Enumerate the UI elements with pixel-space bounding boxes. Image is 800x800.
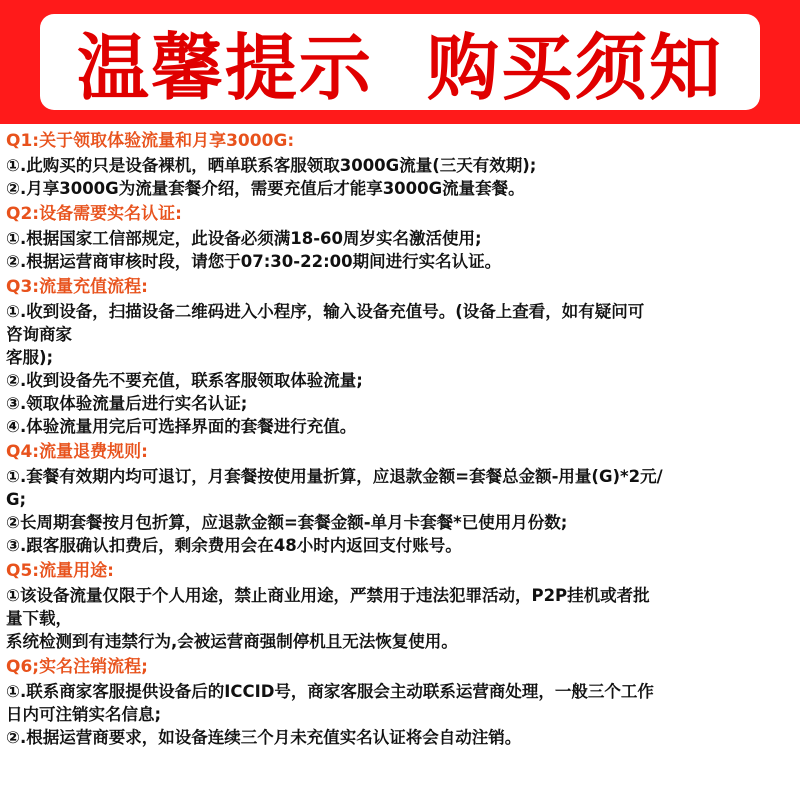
banner-title: 温馨提示 购买须知 — [76, 26, 724, 110]
section-title: Q2:设备需要实名认证: — [6, 204, 182, 224]
section-line: G; — [6, 490, 27, 509]
section-line: ①该设备流量仅限于个人用途，禁止商业用途，严禁用于违法犯罪活动，P2P挂机或者批 — [6, 586, 650, 605]
section-line: 日内可注销实名信息; — [6, 705, 162, 724]
section-line: ②.月享3000G为流量套餐介绍，需要充值后才能享3000G流量套餐。 — [6, 179, 525, 198]
section-line: 咨询商家 — [6, 325, 72, 344]
section-line: ②长周期套餐按月包折算，应退款金额=套餐金额-单月卡套餐*已使用月份数; — [6, 513, 568, 532]
section-line: 系统检测到有违禁行为,会被运营商强制停机且无法恢复使用。 — [6, 632, 458, 651]
faq-content — [6, 130, 794, 752]
section-line: ③.跟客服确认扣费后，剩余费用会在48小时内返回支付账号。 — [6, 536, 462, 555]
section-title: Q4:流量退费规则: — [6, 442, 148, 462]
section-line: ①.联系商家客服提供设备后的ICCID号，商家客服会主动联系运营商处理，一般三个工作 — [6, 682, 654, 701]
section-line: ④.体验流量用完后可选择界面的套餐进行充值。 — [6, 417, 357, 436]
section-line: ②.根据运营商要求，如设备连续三个月未充值实名认证将会自动注销。 — [6, 728, 522, 747]
faq-section-q4 — [6, 441, 794, 557]
section-line: 客服); — [6, 348, 54, 367]
section-title: Q1:关于领取体验流量和月享3000G: — [6, 131, 295, 151]
section-line: ①.收到设备，扫描设备二维码进入小程序，输入设备充值号。(设备上查看，如有疑问可 — [6, 302, 645, 321]
section-line: ②.根据运营商审核时段，请您于07:30-22:00期间进行实名认证。 — [6, 252, 502, 271]
faq-section-q2 — [6, 203, 794, 273]
section-line: ③.领取体验流量后进行实名认证; — [6, 394, 248, 413]
section-line: ②.收到设备先不要充值，联系客服领取体验流量; — [6, 371, 363, 390]
section-line: ①.此购买的只是设备裸机，晒单联系客服领取3000G流量(三天有效期); — [6, 156, 537, 175]
header-banner — [0, 0, 800, 124]
faq-section-q6 — [6, 656, 794, 749]
section-title: Q3:流量充值流程: — [6, 277, 148, 297]
section-title: Q6;实名注销流程; — [6, 657, 148, 677]
banner-title-box — [40, 14, 760, 110]
faq-section-q5 — [6, 560, 794, 653]
section-line: ①.套餐有效期内均可退订，月套餐按使用量折算，应退款金额=套餐总金额-用量(G)*2元/ — [6, 467, 663, 486]
section-title: Q5:流量用途: — [6, 561, 114, 581]
section-line: 量下载， — [6, 609, 72, 628]
faq-section-q1 — [6, 130, 794, 200]
section-line: ①.根据国家工信部规定，此设备必须满18-60周岁实名激活使用; — [6, 229, 482, 248]
faq-section-q3 — [6, 276, 794, 438]
